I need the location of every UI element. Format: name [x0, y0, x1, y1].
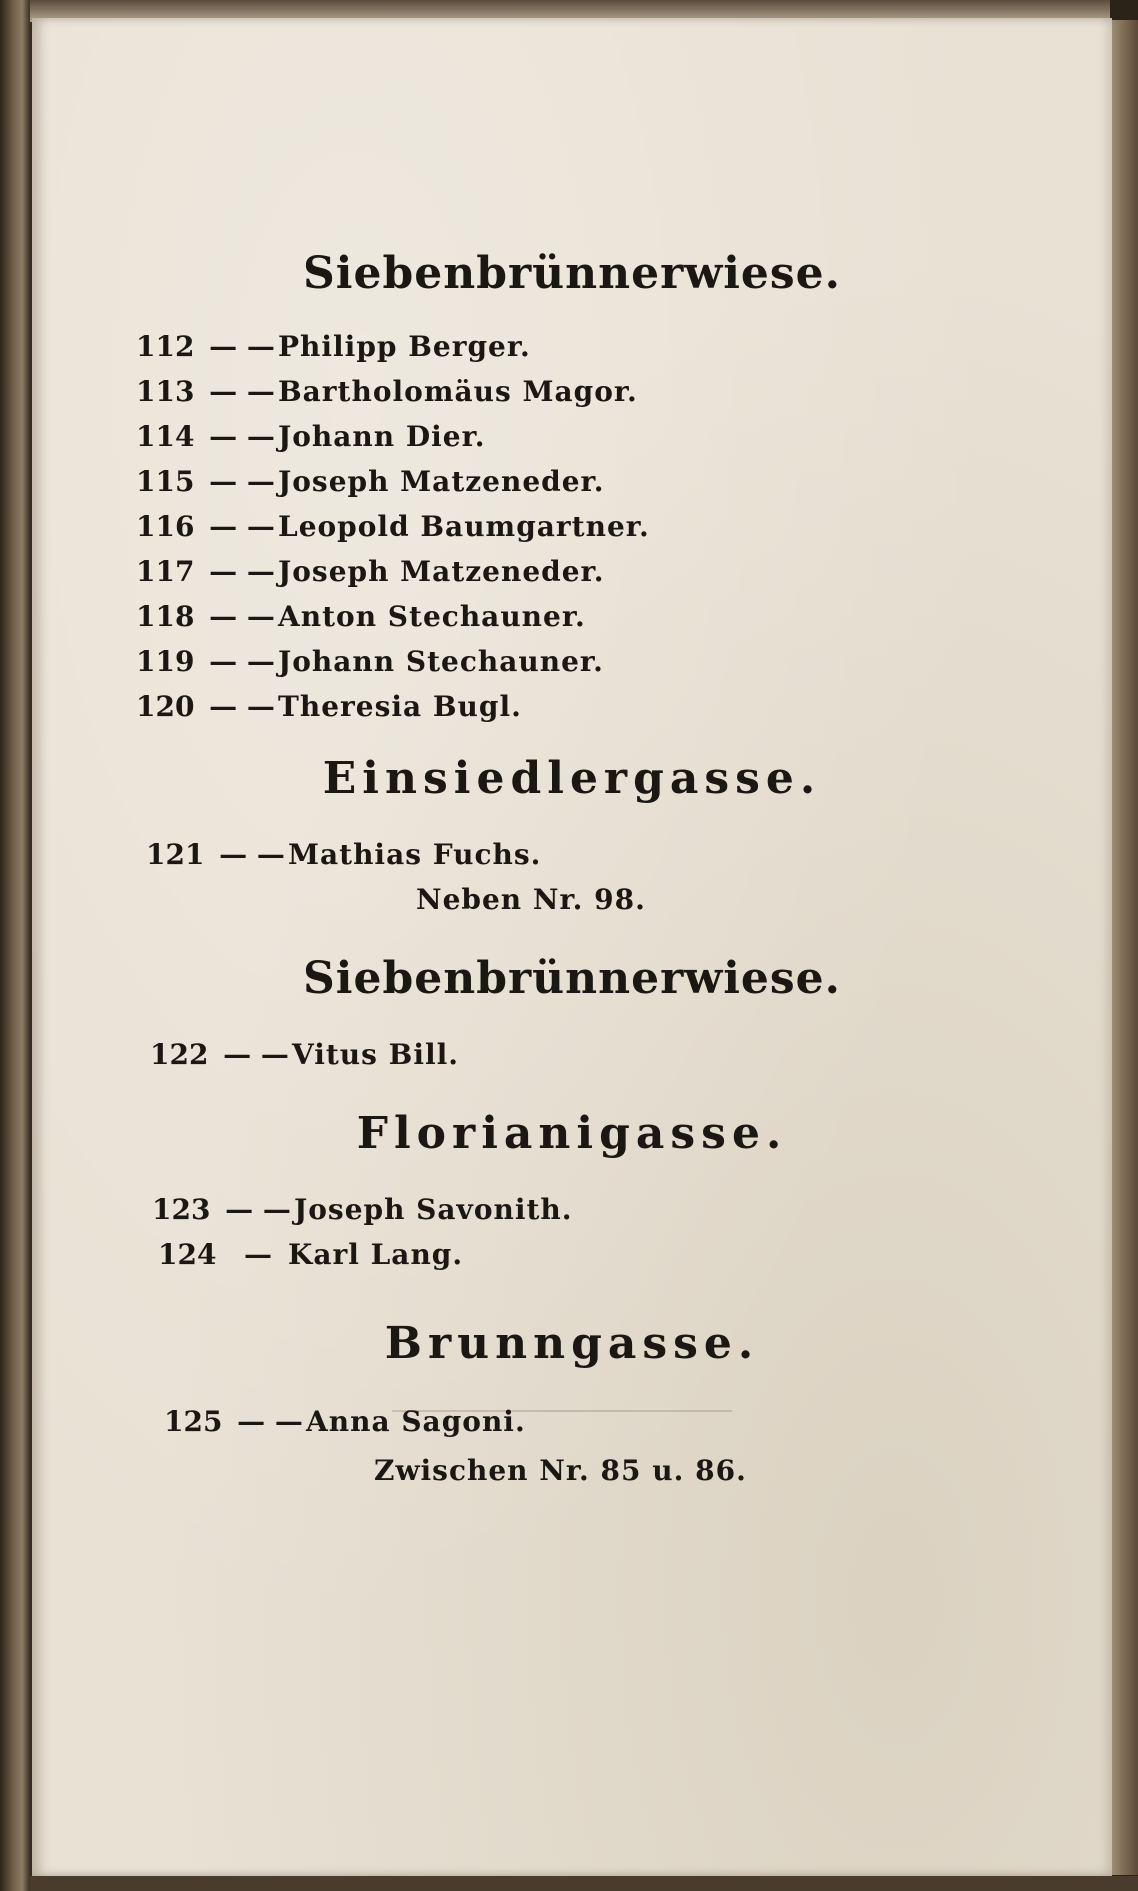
section-heading-siebenbrunnerwiese-2: Siebenbrünnerwiese. [303, 953, 841, 1004]
entry-row [136, 330, 531, 363]
entry-row [136, 555, 604, 588]
entry-name: Philipp Berger. [278, 330, 531, 363]
entry-number: 119 [136, 645, 195, 678]
section-heading-siebenbrunnerwiese: Siebenbrünnerwiese. [303, 248, 841, 299]
entry-number: 122 [150, 1038, 209, 1071]
entry-number: 121 [146, 838, 205, 871]
entry-number: 125 [164, 1405, 223, 1438]
entry-row [136, 465, 604, 498]
entry-name: Mathias Fuchs. [288, 838, 542, 871]
entry-dashes: — — [209, 375, 275, 408]
entry-dashes: — — [209, 330, 275, 363]
entry-dashes: — — [209, 600, 275, 633]
bottom-page-edge [30, 1876, 1138, 1891]
entry-name: Leopold Baumgartner. [278, 510, 650, 543]
page-content [32, 18, 1112, 1876]
right-page-edge [1112, 20, 1138, 1875]
entry-name: Vitus Bill. [292, 1038, 459, 1071]
entry-number: 113 [136, 375, 195, 408]
entry-number: 117 [136, 555, 195, 588]
entry-name: Theresia Bugl. [278, 690, 522, 723]
entry-row [158, 1238, 463, 1271]
entry-name: Joseph Matzeneder. [278, 555, 605, 588]
entry-dashes: — — [209, 555, 275, 588]
entry-dashes: — — [223, 1038, 289, 1071]
entry-row [136, 510, 650, 543]
entry-dashes: — — [209, 510, 275, 543]
entry-note: Neben Nr. 98. [416, 883, 646, 916]
entry-name: Anna Sagoni. [306, 1405, 526, 1438]
entry-row [152, 1193, 573, 1226]
entry-row [164, 1405, 526, 1438]
entry-number: 116 [136, 510, 195, 543]
entry-dashes: — — [209, 465, 275, 498]
entry-name: Anton Stechauner. [278, 600, 586, 633]
entry-row [146, 838, 541, 871]
entry-name: Johann Stechauner. [278, 645, 604, 678]
entry-number: 120 [136, 690, 195, 723]
section-heading-florianigasse: Florianigasse. [356, 1108, 788, 1159]
entry-row [136, 600, 586, 633]
section-heading-brunngasse: Brunngasse. [384, 1318, 760, 1369]
entry-number: 114 [136, 420, 195, 453]
entry-dashes: — — [237, 1405, 303, 1438]
entry-dashes: — — [225, 1193, 291, 1226]
entry-row [136, 375, 638, 408]
entry-row [136, 690, 522, 723]
entry-dashes: — — [209, 420, 275, 453]
entry-row [136, 645, 604, 678]
entry-dashes: — [244, 1238, 272, 1271]
entry-dashes: — — [209, 645, 275, 678]
entry-number: 115 [136, 465, 195, 498]
entry-name: Karl Lang. [288, 1238, 464, 1271]
entry-name: Bartholomäus Magor. [278, 375, 638, 408]
entry-name: Joseph Matzeneder. [278, 465, 605, 498]
entry-name: Joseph Savonith. [294, 1193, 573, 1226]
section-heading-einsiedlergasse: Einsiedlergasse. [322, 753, 822, 804]
entry-name: Johann Dier. [278, 420, 486, 453]
entry-dashes: — — [209, 690, 275, 723]
entry-number: 118 [136, 600, 195, 633]
entry-note: Zwischen Nr. 85 u. 86. [374, 1454, 747, 1487]
entry-number: 123 [152, 1193, 211, 1226]
entry-dashes: — — [219, 838, 285, 871]
entry-row [136, 420, 486, 453]
entry-number: 112 [136, 330, 195, 363]
entry-number: 124 [158, 1238, 217, 1271]
entry-row [150, 1038, 459, 1071]
